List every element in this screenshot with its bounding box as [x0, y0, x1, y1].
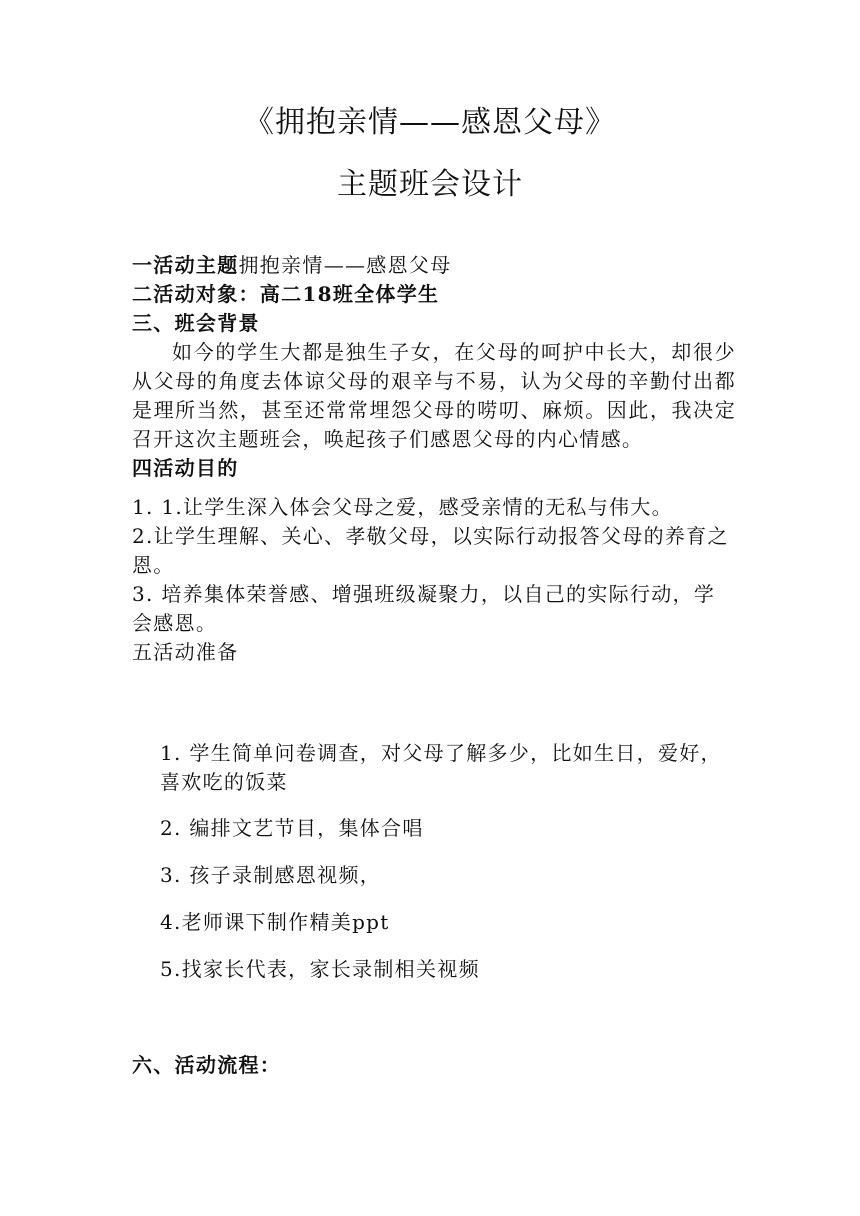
theme-line [132, 251, 736, 280]
purpose-item: 3. 培养集体荣誉感、增强班级凝聚力，以自己的实际行动，学会感恩。 [132, 582, 716, 635]
preparation-item: 5.找家长代表，家长录制相关视频 [160, 957, 480, 981]
document-subtitle: 主题班会设计 [337, 167, 523, 202]
background-paragraph: 如今的学生大都是独生子女，在父母的呵护中长大，却很少从父母的角度去体谅父母的艰辛与不易，认为父母的辛勤付出都是理所当然，甚至还常常埋怨父母的唠叨、麻烦。因此，我决定召开这次主题班会，唤起孩子们感恩父母的内心情感。 [132, 340, 736, 451]
purpose-item: 2.让学生理解、关心、孝敬父母，以实际行动报答父母的养育之恩。 [132, 524, 729, 577]
process-heading: 六、活动流程： [132, 1053, 282, 1077]
preparation-heading: 五活动准备 [132, 640, 239, 664]
preparation-item: 3. 孩子录制感恩视频， [160, 863, 382, 887]
document-title: 《拥抱亲情——感恩父母》 [244, 105, 616, 140]
preparation-item: 4.老师课下制作精美ppt [160, 910, 390, 934]
theme-value: 拥抱亲情——感恩父母 [238, 253, 452, 277]
document-body [132, 251, 736, 667]
purpose-heading: 四活动目的 [132, 456, 239, 480]
background-heading: 三、班会背景 [132, 311, 260, 335]
preparation-item: 2. 编排文艺节目，集体合唱 [160, 816, 424, 840]
preparation-item: 1. 学生简单问卷调查，对父母了解多少，比如生日，爱好，喜欢吃的饭菜 [160, 741, 722, 794]
target-line: 二活动对象：高二18班全体学生 [132, 282, 440, 306]
theme-label: 一活动主题 [132, 253, 239, 277]
purpose-item: 1. 1.让学生深入体会父母之爱，感受亲情的无私与伟大。 [132, 495, 673, 519]
